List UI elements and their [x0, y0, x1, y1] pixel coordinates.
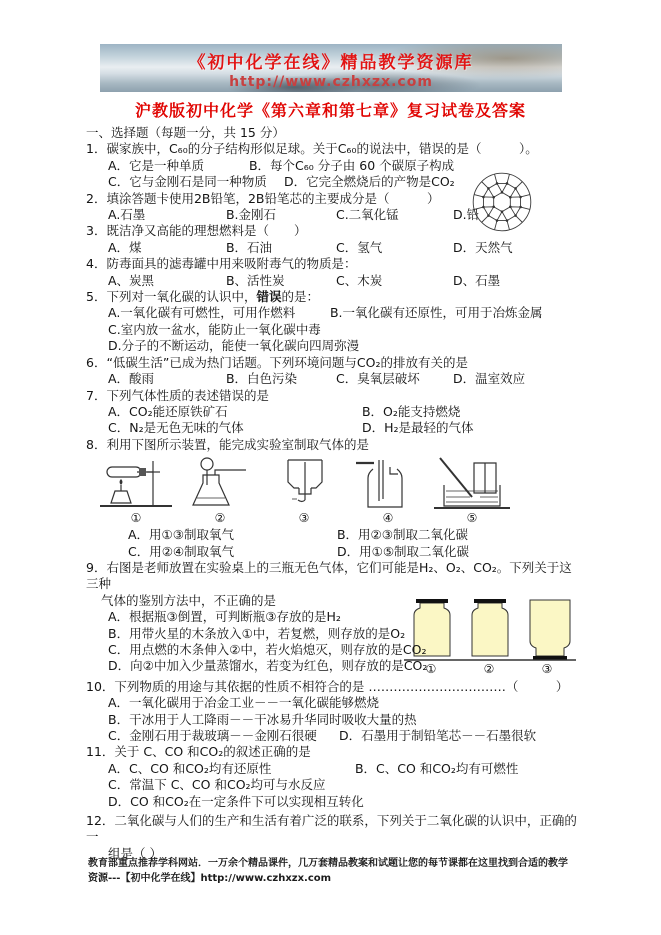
question-7-option-b: B．O₂能支持燃烧: [361, 403, 461, 419]
question-12-text-line2: 组是（ ）: [108, 845, 162, 861]
question-8-options-cd: [128, 544, 578, 560]
question-5-text-bold: 错误: [256, 289, 282, 305]
apparatus-figures: [94, 455, 578, 525]
question-11-option-a: A．C、CO 和CO₂均有还原性: [108, 760, 272, 776]
question-2-option-d: D.铅: [452, 207, 480, 223]
apparatus-label-1: ①: [130, 511, 142, 526]
apparatus-4: [346, 455, 430, 525]
apparatus-5: [430, 455, 514, 525]
apparatus-2: [178, 455, 262, 525]
question-9-option-c: C．用点燃的木条伸入②中，若火焰熄灭，则存放的是CO₂: [108, 641, 427, 657]
question-4-option-b: B、活性炭: [225, 272, 285, 288]
apparatus-label-2: ②: [214, 511, 226, 526]
question-4-text: 4．防毒面具的滤毒罐中用来吸附毒气的物质是：: [86, 256, 357, 272]
question-1-text: 1．碳家族中，C₆₀的分子结构形似足球。关于C₆₀的说法中，错误的是（ ）。: [86, 141, 538, 157]
question-4-option-c: C、木炭: [335, 272, 383, 288]
question-3-options: [108, 240, 578, 256]
banner-image: [100, 44, 562, 92]
question-7-text: 7．下列气体性质的表述错误的是: [86, 387, 269, 403]
question-5-text-prefix: 5．下列对一氧化碳的认识中，: [86, 289, 257, 305]
question-3-option-a: A．煤: [108, 239, 142, 255]
question-6-options: [108, 371, 578, 387]
water-trough-collection-icon: [432, 455, 512, 511]
question-3-option-c: C．氢气: [335, 239, 383, 255]
apparatus-label-3: ③: [298, 511, 310, 526]
question-6-option-d: D．温室效应: [452, 371, 526, 387]
question-8-option-c: C．用②④制取氧气: [128, 543, 235, 559]
question-2-option-c: C.二氧化锰: [335, 207, 399, 223]
question-11-option-d: D．CO 和CO₂在一定条件下可以实现相互转化: [108, 793, 364, 809]
question-10-text: 10．下列物质的用途与其依据的性质不相符合的是 ……………………………（ ）: [86, 678, 569, 694]
question-11-options-ab: [108, 761, 578, 777]
question-10-options-cd: [108, 728, 578, 744]
question-6-option-b: B．白色污染: [225, 371, 298, 387]
question-9-option-d: D．向②中加入少量蒸馏水，若变为红色，则存放的是CO₂: [108, 658, 428, 674]
question-9-option-b: B．用带火星的木条放入①中，若复燃，则存放的是O₂: [108, 625, 406, 641]
question-5-option-b: B.一氧化碳有还原性，可用于冶炼金属: [329, 305, 543, 321]
question-6-text: 6．“低碳生活”已成为热门话题。下列环境问题与CO₂的排放有关的是: [86, 354, 468, 370]
question-3-option-d: D．天然气: [452, 239, 513, 255]
question-8-text: 8．利用下图所示装置，能完成实验室制取气体的是: [86, 436, 369, 452]
question-11-text: 11．关于 C、CO 和CO₂的叙述正确的是: [86, 744, 311, 760]
footer-text: 教育部重点推荐学科网站．一万余个精品课件，几万套精品教案和试题让您的每节课都在这里找到合适的教学资源---【初中化学在线】http://www.czhxzx.com: [88, 858, 568, 884]
question-1-options-cd: [108, 174, 578, 190]
question-10-option-a: A．一氧化碳用于冶金工业－－一氧化碳能够燃烧: [108, 695, 380, 711]
section-heading: 一、选择题（每题一分，共 15 分）: [86, 125, 285, 140]
gas-bottle-label-3: ③: [541, 662, 553, 676]
question-9-text-line1: 9．右图是老师放置在实验桌上的三瓶无色气体，它们可能是H₂、O₂、CO₂。下列关于这三种: [86, 559, 572, 592]
question-5-option-d: D.分子的不断运动，能使一氧化碳向四周弥漫: [108, 338, 360, 354]
question-7-options-cd: [108, 420, 578, 436]
question-7-option-c: C．N₂是无色无味的气体: [108, 420, 244, 436]
gas-bottle-label-1: ①: [425, 662, 437, 676]
question-1-option-a: A．它是一种单质: [108, 157, 205, 173]
question-1-option-b: B．每个C₆₀ 分子由 60 个碳原子构成: [248, 157, 455, 173]
question-1-option-d: D．它完全燃烧后的产物是CO₂: [283, 174, 455, 190]
question-7-option-a: A．CO₂能还原铁矿石: [108, 403, 228, 419]
flask-generator-icon: [180, 455, 260, 511]
question-3-option-b: B．石油: [225, 239, 273, 255]
exam-content: [86, 125, 578, 862]
apparatus-label-5: ⑤: [466, 511, 478, 526]
inverted-bottle-icon: [264, 455, 344, 511]
question-5-options-ab: [108, 305, 578, 321]
question-10-option-b: B．干冰用于人工降雨－－干冰易升华同时吸收大量的热: [108, 711, 417, 727]
question-8-option-b: B．用②③制取二氧化碳: [336, 527, 468, 543]
question-7-options-ab: [108, 404, 578, 420]
question-8-option-a: A．用①③制取氧气: [128, 527, 234, 543]
question-5-option-c: C.室内放一盆水，能防止一氧化碳中毒: [108, 321, 321, 337]
question-5-option-a: A.一氧化碳有可燃性，可用作燃料: [108, 305, 296, 321]
question-2-options: [108, 207, 578, 223]
banner-site-url: http://www.czhxzx.com: [229, 74, 433, 90]
question-2-option-a: A.石墨: [108, 207, 146, 223]
gas-bottle-label-2: ②: [483, 662, 495, 676]
apparatus-3: [262, 455, 346, 525]
question-4-options: [108, 273, 578, 289]
question-8-options-ab: [128, 527, 578, 543]
question-9-option-a: A．根据瓶③倒置，可判断瓶③存放的是H₂: [108, 609, 341, 625]
question-9-text-line2: 气体的鉴别方法中，不正确的是: [101, 592, 277, 608]
question-1-option-c: C．它与金刚石是同一种物质: [108, 174, 267, 190]
question-1-options-ab: [108, 158, 578, 174]
page-title: 沪教版初中化学《第六章和第七章》复习试卷及答案: [134, 101, 526, 120]
heating-test-tube-icon: [96, 455, 176, 511]
question-6-option-a: A．酸雨: [108, 371, 155, 387]
question-5-text-suffix: 的是：: [281, 289, 319, 305]
question-4-option-a: A、炭黑: [108, 272, 155, 288]
question-2-option-b: B.金刚石: [225, 207, 277, 223]
apparatus-label-4: ④: [382, 511, 394, 526]
apparatus-1: [94, 455, 178, 525]
question-11-option-b: B．C、CO 和CO₂均有可燃性: [354, 760, 519, 776]
question-11-option-c: C．常温下 C、CO 和CO₂均可与水反应: [108, 777, 326, 793]
question-12-text-line1: 12．二氧化碳与人们的生产和生活有着广泛的联系，下列关于二氧化碳的认识中，正确的一: [86, 813, 577, 845]
question-5-text: [86, 289, 578, 305]
question-8-option-d: D．用①⑤制取二氧化碳: [336, 543, 470, 559]
question-4-option-d: D、石墨: [452, 272, 501, 288]
banner-site-title: 《初中化学在线》精品教学资源库: [188, 53, 474, 73]
question-6-option-c: C．臭氧层破坏: [335, 371, 420, 387]
question-3-text: 3．既洁净又高能的理想燃料是（ ）: [86, 223, 307, 239]
upright-bottle-icon: [348, 455, 428, 511]
question-2-text: 2．填涂答题卡使用2B铅笔，2B铅笔芯的主要成分是（ ）: [86, 190, 440, 206]
question-10-option-c: C．金刚石用于裁玻璃－－金刚石很硬: [108, 728, 317, 743]
question-7-option-d: D．H₂是最轻的气体: [361, 420, 474, 436]
question-10-option-d: D．石墨用于制铅笔芯－－石墨很软: [338, 728, 537, 743]
